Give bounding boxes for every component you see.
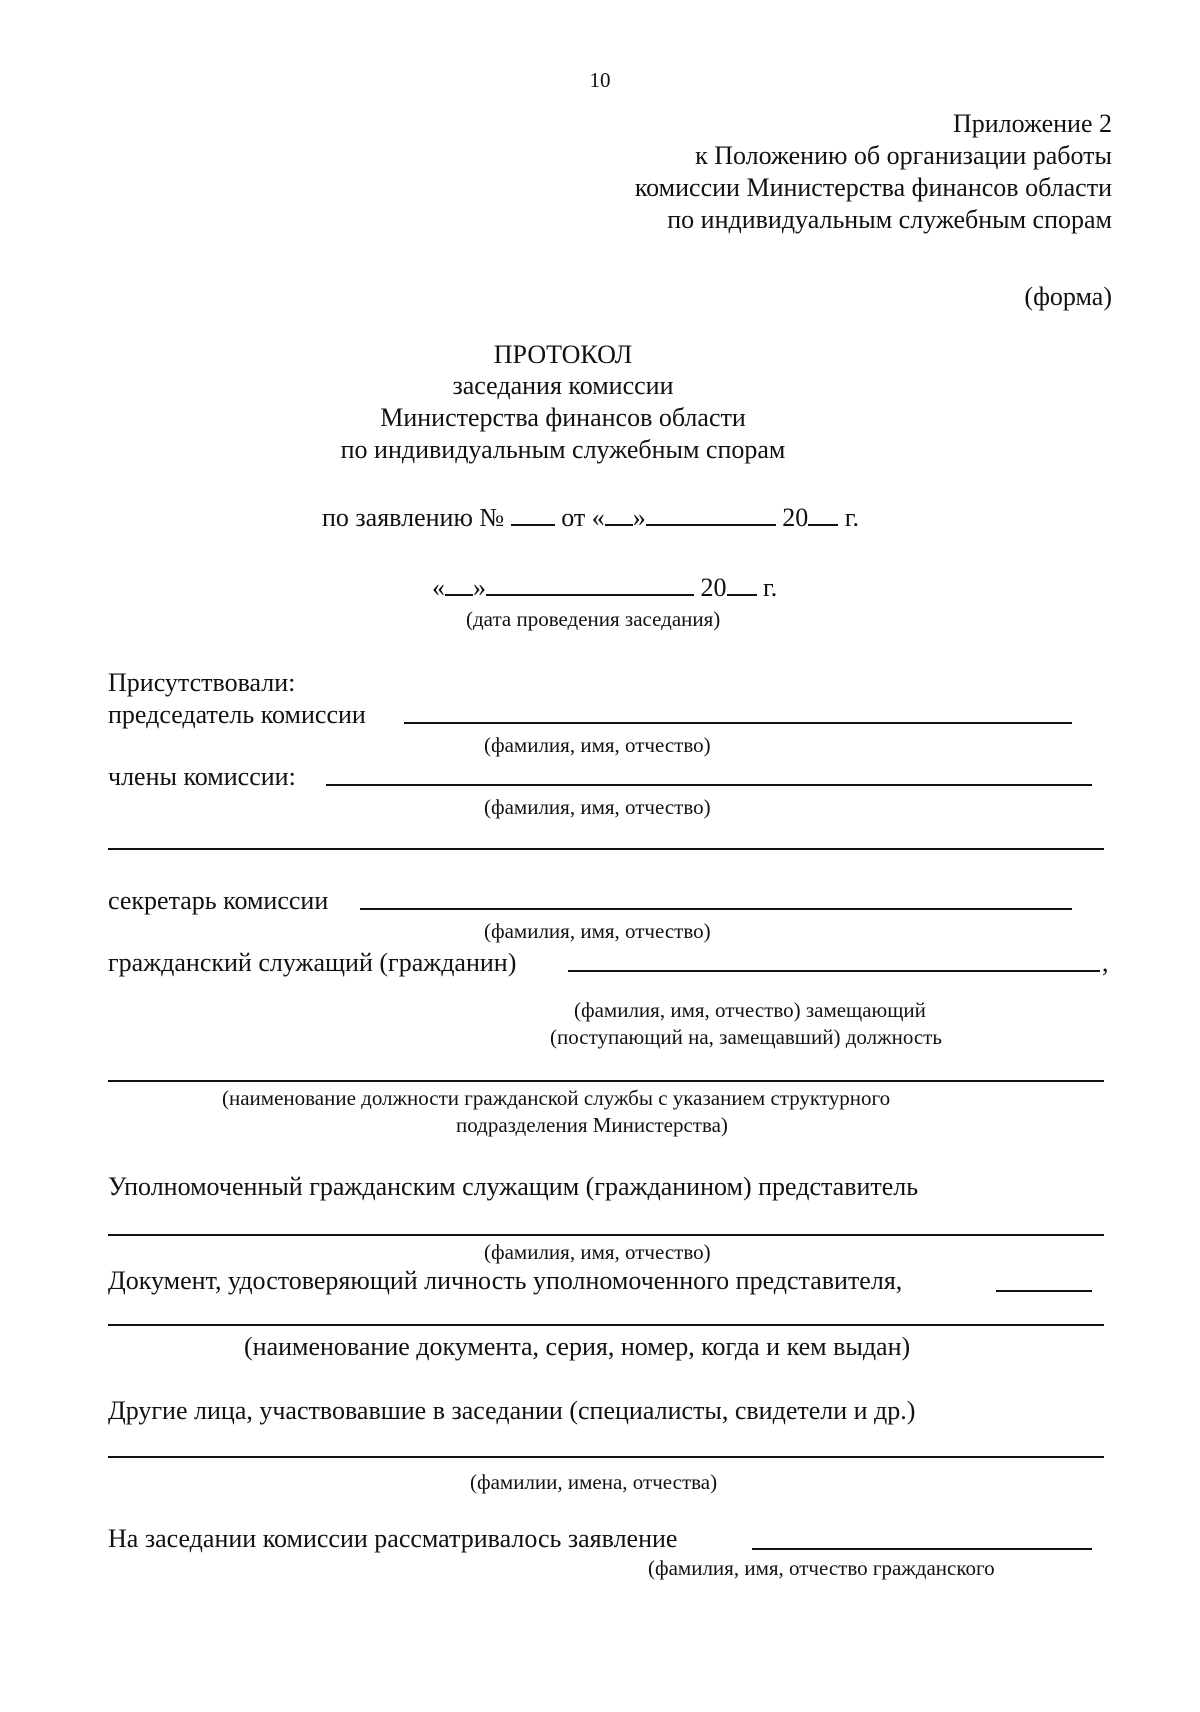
others-caption: (фамилии, имена, отчества) [470, 1470, 718, 1494]
appendix-line: по индивидуальным служебным спорам [667, 205, 1112, 234]
protocol-title [0, 340, 1126, 466]
meeting-date-line [432, 573, 777, 603]
application-quote-close: » [632, 503, 646, 532]
considered-caption: (фамилия, имя, отчество гражданского [648, 1556, 995, 1580]
secretary-label: секретарь комиссии [108, 886, 329, 915]
application-year-blank[interactable] [808, 504, 838, 526]
title-line: по индивидуальным служебным спорам [340, 435, 786, 464]
position-caption-line: подразделения Министерства) [456, 1113, 728, 1137]
title-line: Министерства финансов области [380, 403, 746, 432]
others-field[interactable] [108, 1456, 1104, 1458]
title-line: заседания комиссии [452, 371, 674, 400]
members-field[interactable] [326, 784, 1092, 786]
secretary-field[interactable] [360, 908, 1072, 910]
meeting-year-suffix: г. [763, 573, 778, 602]
document-label: Документ, удостоверяющий личность уполномоченного представителя, [108, 1266, 903, 1295]
fio-caption: (фамилия, имя, отчество) [484, 795, 711, 819]
meeting-year-prefix: 20 [700, 573, 727, 602]
application-number-line [322, 503, 859, 533]
form-label: (форма) [1024, 282, 1112, 311]
meeting-month-blank[interactable] [486, 574, 694, 596]
document-field[interactable] [108, 1324, 1104, 1326]
position-caption-line: (наименование должности гражданской службы с указанием структурного [222, 1086, 891, 1110]
fio-caption: (фамилия, имя, отчество) [484, 733, 711, 757]
appendix-line: к Положению об организации работы [695, 141, 1112, 170]
application-day-blank[interactable] [605, 504, 633, 526]
application-year-suffix: г. [844, 503, 859, 532]
fio-caption: (фамилия, имя, отчество) [484, 919, 711, 943]
members-field-extra[interactable] [108, 848, 1104, 850]
appendix-line: Приложение 2 [952, 109, 1112, 138]
replacing-caption-line: (поступающий на, замещавший) должность [550, 1025, 942, 1049]
position-field[interactable] [108, 1080, 1104, 1082]
protocol-heading: ПРОТОКОЛ [493, 340, 633, 369]
chairman-label: председатель комиссии [108, 700, 366, 729]
meeting-quote-close: » [473, 573, 486, 602]
representative-fio-caption: (фамилия, имя, отчество) [484, 1240, 711, 1264]
document-caption: (наименование документа, серия, номер, когда и кем выдан) [244, 1332, 911, 1361]
application-prefix: по заявлению № [322, 503, 505, 532]
representative-field[interactable] [108, 1234, 1104, 1236]
application-month-blank[interactable] [646, 504, 776, 526]
representative-label: Уполномоченный гражданским служащим (гражданином) представитель [108, 1172, 919, 1201]
appendix-line: комиссии Министерства финансов области [634, 173, 1112, 202]
meeting-date-caption: (дата проведения заседания) [466, 607, 721, 631]
others-label: Другие лица, участвовавшие в заседании (специалисты, свидетели и др.) [108, 1396, 916, 1425]
application-number-blank[interactable] [511, 504, 555, 526]
considered-field[interactable] [752, 1548, 1092, 1550]
considered-label: На заседании комиссии рассматривалось заявление [108, 1524, 678, 1553]
document-field-inline[interactable] [996, 1290, 1092, 1292]
replacing-caption-line: (фамилия, имя, отчество) замещающий [574, 998, 926, 1022]
civil-servant-label: гражданский служащий (гражданин) [108, 948, 517, 977]
page-number: 10 [589, 68, 611, 92]
present-label: Присутствовали: [108, 668, 296, 697]
meeting-year-blank[interactable] [727, 574, 757, 596]
application-from: от « [561, 503, 605, 532]
meeting-day-blank[interactable] [445, 574, 473, 596]
application-year-prefix: 20 [782, 503, 809, 532]
civil-servant-field[interactable] [568, 970, 1100, 972]
meeting-quote-open: « [432, 573, 445, 602]
civil-servant-comma: , [1102, 948, 1109, 977]
chairman-field[interactable] [404, 722, 1072, 724]
members-label: члены комиссии: [108, 762, 296, 791]
appendix-header [635, 108, 1112, 236]
